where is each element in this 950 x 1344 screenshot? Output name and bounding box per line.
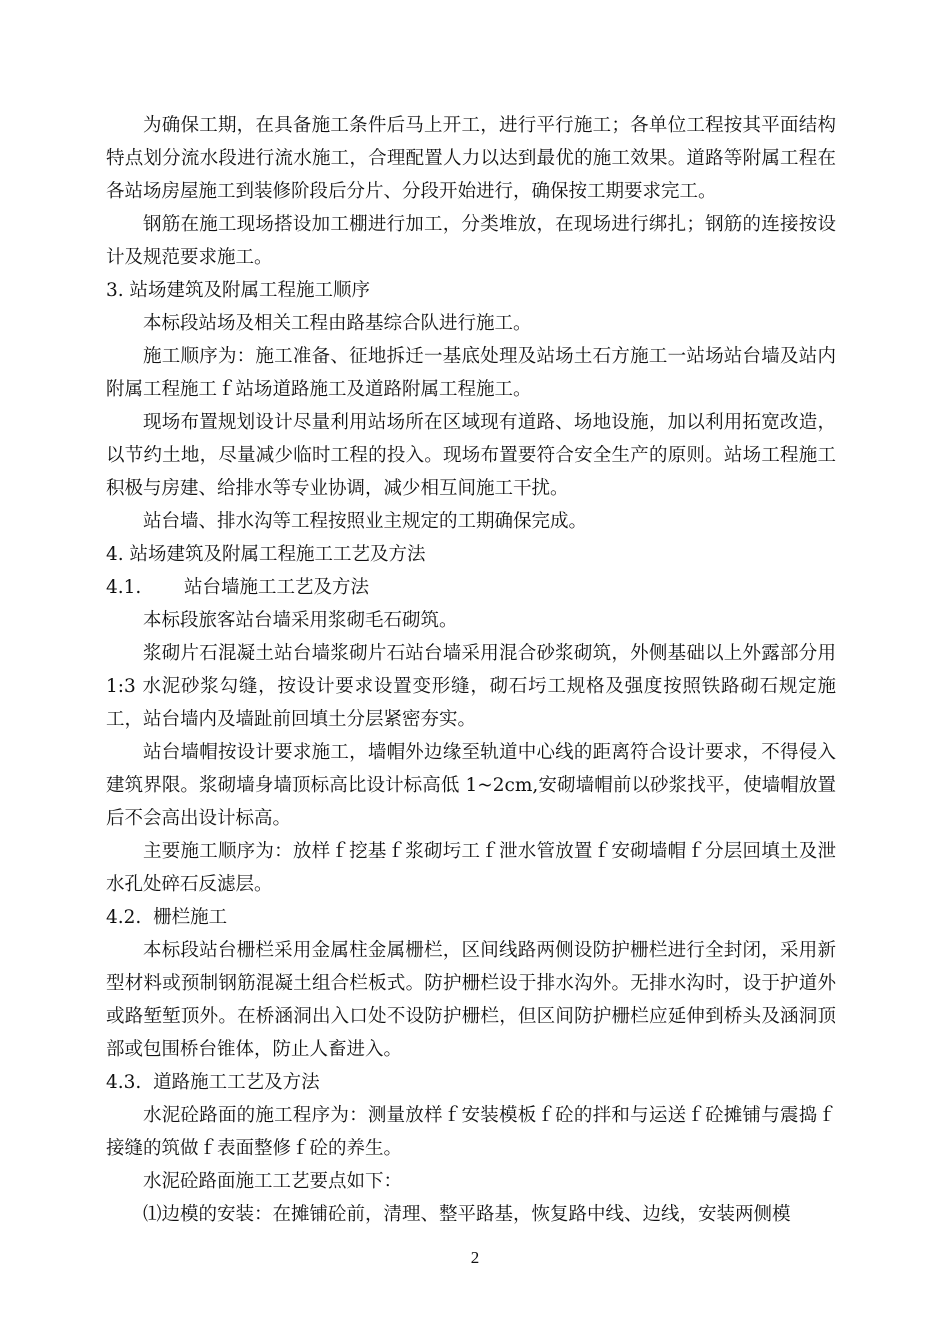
paragraph-deadline: 站台墙、排水沟等工程按照业主规定的工期确保完成。 [143, 511, 588, 532]
heading-4: 4. 站场建筑及附属工程施工工艺及方法 [106, 544, 426, 565]
paragraph-masonry: 本标段旅客站台墙采用浆砌毛石砌筑。 [143, 610, 458, 631]
paragraph-schedule: 为确保工期，在具备施工条件后马上开工，进行平行施工；各单位工程按其平面结构特点划分流水段进行流水施工，合理配置人力以达到最优的施工效果。道路等附属工程在各站场房屋施工到装修阶段后分片、分段开始进行，确保按工期要求完工。 [106, 115, 836, 202]
heading-4-3-number: 4.3. [106, 1072, 142, 1093]
paragraph-platform-wall: 浆砌片石混凝土站台墙浆砌片石站台墙采用混合砂浆砌筑，外侧基础以上外露部分用 1:3 水泥砂浆勾缝，按设计要求设置变形缝，砌石圬工规格及强度按照铁路砌石规定施工，站台墙内及墙趾前回填土分层紧密夯实。 [106, 643, 836, 730]
heading-4-1-title: 站台墙施工工艺及方法 [184, 577, 370, 598]
paragraph-road-points: 水泥砼路面施工工艺要点如下： [143, 1171, 403, 1192]
paragraph-wall-cap: 站台墙帽按设计要求施工，墙帽外边缘至轨道中心线的距离符合设计要求，不得侵入建筑界限。浆砌墙身墙顶标高比设计标高低 1~2cm,安砌墙帽前以砂浆找平，使墙帽放置后不会高出设计标高。 [106, 742, 836, 829]
paragraph-formwork: ⑴边模的安装：在摊铺砼前，清理、整平路基，恢复路中线、边线，安装两侧模 [143, 1204, 791, 1225]
paragraph-site-layout: 现场布置规划设计尽量利用站场所在区域现有道路、场地设施，加以利用拓宽改造，以节约土地，尽量减少临时工程的投入。现场布置要符合安全生产的原则。站场工程施工积极与房建、给排水等专业协调，减少相互间施工干扰。 [106, 412, 836, 499]
heading-4-3 [106, 1066, 836, 1099]
document-body [106, 109, 836, 1231]
heading-4-1 [106, 571, 836, 604]
paragraph-main-sequence: 主要施工顺序为：放样ｆ挖基ｆ浆砌圬工ｆ泄水管放置ｆ安砌墙帽ｆ分层回填土及泄水孔处碎石反滤层。 [106, 841, 836, 895]
page-number: 2 [470, 1248, 480, 1267]
paragraph-team: 本标段站场及相关工程由路基综合队进行施工。 [143, 313, 532, 334]
paragraph-fence: 本标段站台栅栏采用金属柱金属栅栏，区间线路两侧设防护栅栏进行全封闭，采用新型材料或预制钢筋混凝土组合栏板式。防护栅栏设于排水沟外。无排水沟时，设于护道外或路堑堑顶外。在桥涵洞出入口处不设防护栅栏，但区间防护栅栏应延伸到桥头及涵洞顶部或包围桥台锥体，防止人畜进入。 [106, 940, 836, 1060]
heading-4-2-title: 栅栏施工 [153, 907, 228, 928]
paragraph-rebar: 钢筋在施工现场搭设加工棚进行加工，分类堆放，在现场进行绑扎；钢筋的连接按设计及规范要求施工。 [106, 214, 836, 268]
heading-4-2 [106, 901, 836, 934]
heading-4-3-title: 道路施工工艺及方法 [153, 1072, 320, 1093]
heading-4-2-number: 4.2. [106, 907, 142, 928]
heading-3: 3. 站场建筑及附属工程施工顺序 [106, 280, 371, 301]
heading-4-1-number: 4.1. [106, 577, 142, 598]
paragraph-road-procedure: 水泥砼路面的施工程序为：测量放样ｆ安装模板ｆ砼的拌和与运送ｆ砼摊铺与震捣ｆ接缝的筑做ｆ表面整修ｆ砼的养生。 [106, 1105, 836, 1159]
paragraph-sequence: 施工顺序为：施工准备、征地拆迁一基底处理及站场土石方施工一站场站台墙及站内附属工程施工ｆ站场道路施工及道路附属工程施工。 [106, 346, 836, 400]
